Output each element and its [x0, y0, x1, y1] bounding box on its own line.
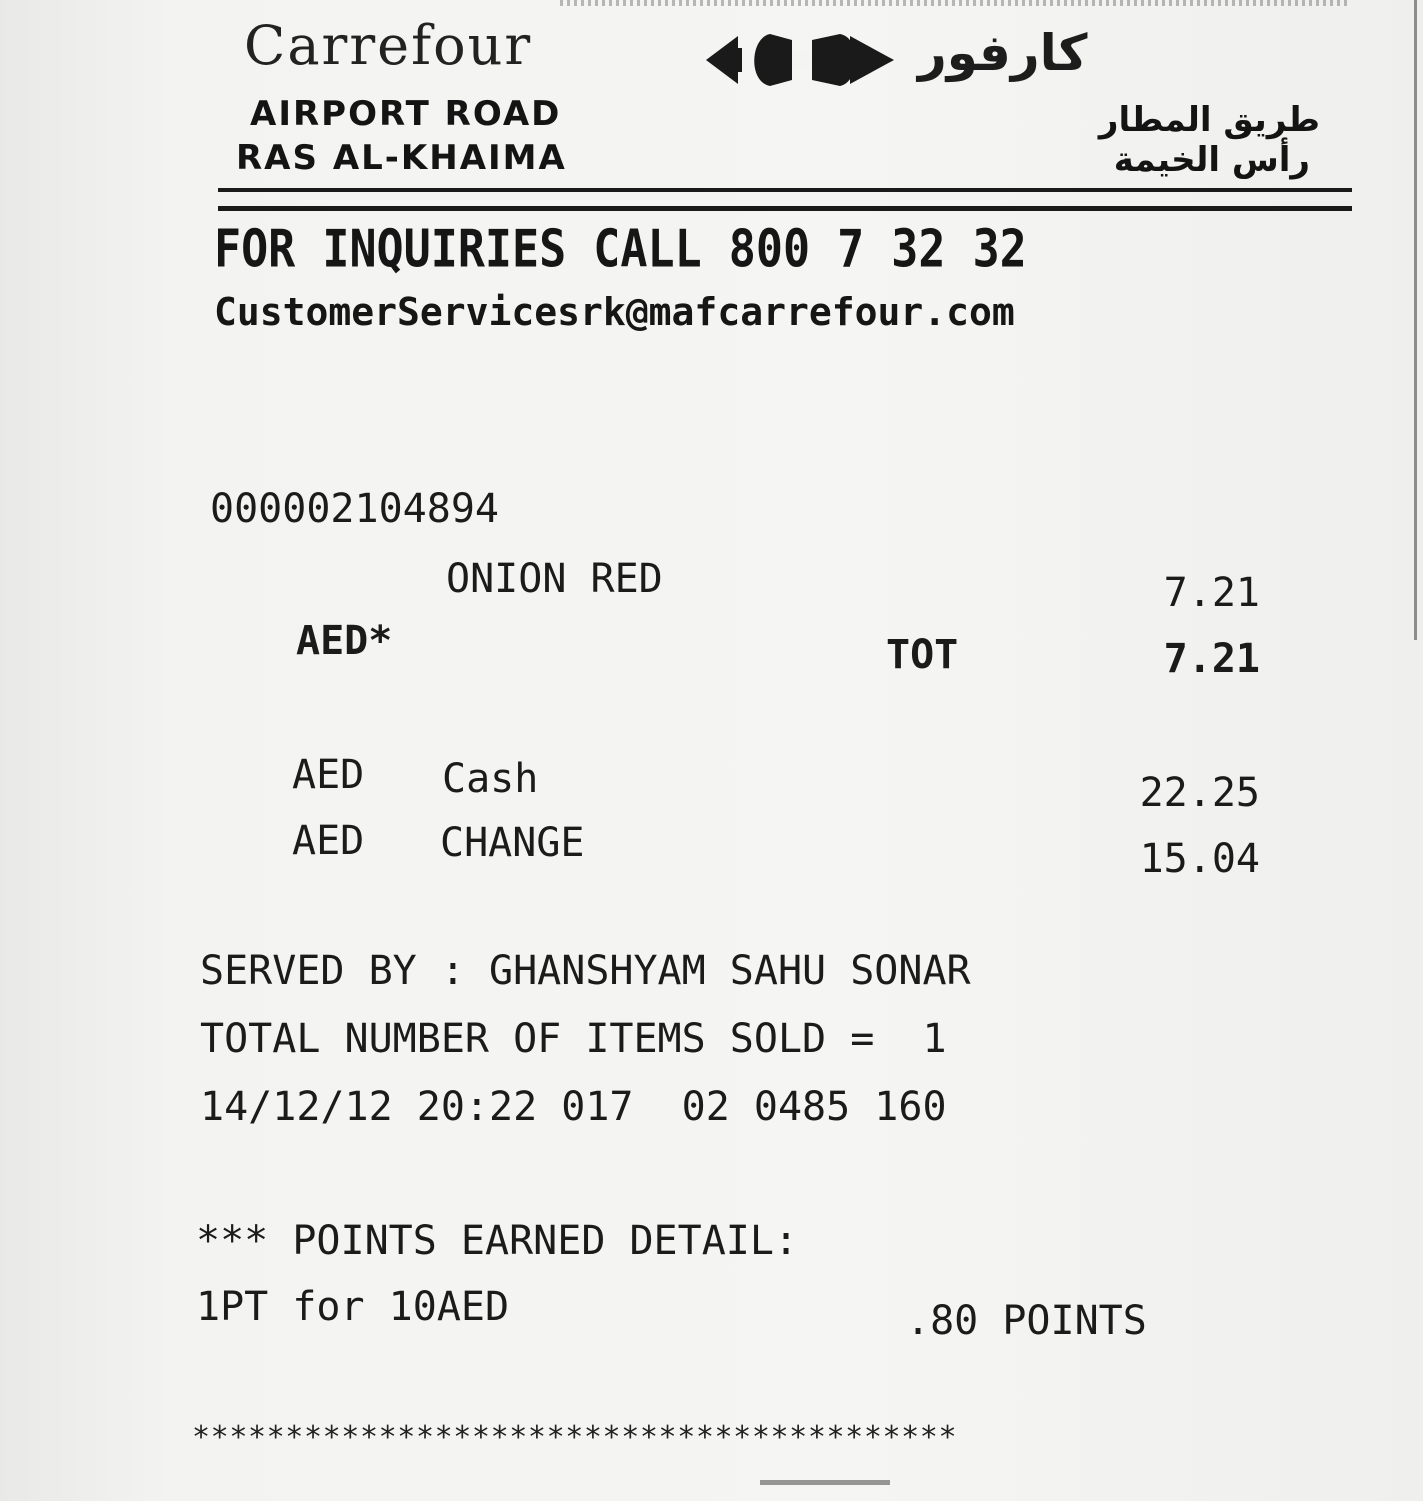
payment-currency: AED — [292, 752, 365, 798]
change-amount: 15.04 — [1139, 836, 1260, 882]
change-label: CHANGE — [440, 820, 585, 866]
customer-service-email: CustomerServicesrk@mafcarrefour.com — [214, 290, 1015, 334]
separator-line: ***************************************** — [192, 1420, 958, 1455]
total-label: TOT — [886, 632, 959, 678]
carrefour-logo-icon — [700, 20, 900, 100]
store-address-line1-arabic: طريق المطار — [1098, 100, 1320, 140]
points-header: *** POINTS EARNED DETAIL: — [196, 1218, 799, 1264]
payment-method: Cash — [442, 756, 539, 802]
payment-amount: 22.25 — [1139, 770, 1260, 816]
item-name: ONION RED — [446, 556, 663, 602]
item-price: 7.21 — [1163, 570, 1260, 616]
item-barcode: 000002104894 — [210, 486, 499, 532]
bottom-scuff — [760, 1480, 890, 1485]
brand-name: Carrefour — [244, 14, 533, 77]
total-currency: AED* — [296, 618, 393, 664]
transaction-timestamp: 14/12/12 20:22 017 02 0485 160 — [200, 1084, 947, 1130]
header-divider — [218, 188, 1352, 192]
points-rule: 1PT for 10AED — [196, 1284, 510, 1330]
brand-name-arabic: كارفور — [918, 24, 1088, 82]
change-currency: AED — [292, 818, 365, 864]
store-address-line2: RAS AL-KHAIMA — [236, 138, 567, 178]
points-value: .80 POINTS — [906, 1298, 1147, 1344]
paper-edge — [1414, 0, 1417, 640]
items-sold-count: TOTAL NUMBER OF ITEMS SOLD = 1 — [200, 1016, 947, 1062]
inquiry-line: FOR INQUIRIES CALL 800 7 32 32 — [214, 218, 1027, 279]
top-scuff — [560, 0, 1350, 6]
store-address-line1: AIRPORT ROAD — [250, 94, 562, 134]
store-address-line2-arabic: رأس الخيمة — [1113, 140, 1310, 180]
served-by: SERVED BY : GHANSHYAM SAHU SONAR — [200, 948, 971, 994]
total-amount: 7.21 — [1163, 636, 1260, 682]
header-divider-thick — [218, 206, 1352, 211]
